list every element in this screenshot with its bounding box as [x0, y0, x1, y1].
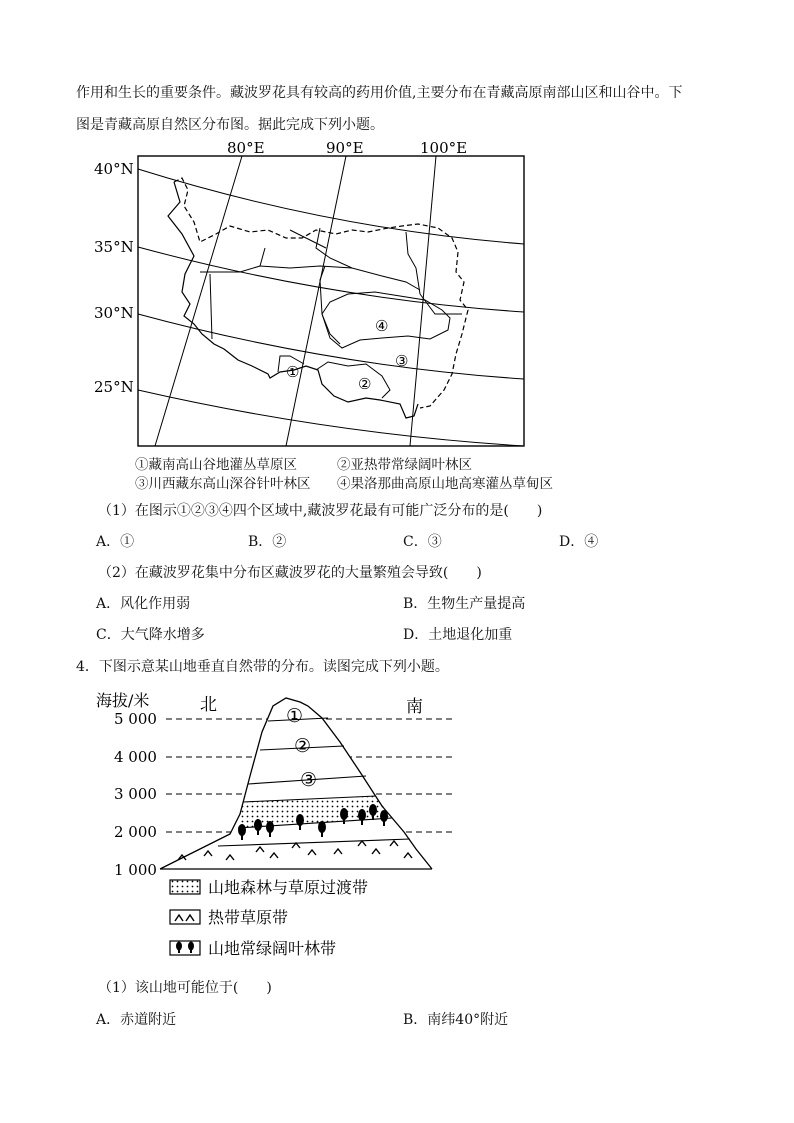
legend-swatch-transition — [170, 880, 200, 894]
region-divisions — [200, 228, 462, 398]
elev-label-1000: 1 000 — [114, 861, 157, 879]
q1-option-c[interactable]: C．③ — [403, 534, 442, 550]
map-legend-4: ④果洛那曲高原山地高寒灌丛草甸区 — [337, 476, 553, 492]
q1-option-d[interactable]: D．④ — [559, 534, 599, 550]
region-marker-1: ① — [286, 363, 300, 381]
lon-line-80 — [155, 156, 242, 446]
lon-label-100: 100°E — [420, 139, 468, 157]
tibet-plateau-map — [90, 134, 540, 460]
q3-stem: （1）该山地可能位于( ) — [98, 980, 272, 996]
intro-line-1: 作用和生长的重要条件。藏波罗花具有较高的药用价值,主要分布在青藏高原南部山区和山谷中。下 — [76, 85, 683, 101]
q3-option-b[interactable]: B．南纬40°附近 — [403, 1012, 509, 1028]
axis-label: 海拔/米 — [96, 691, 150, 710]
zone-marker-3: ③ — [300, 769, 318, 791]
lat-label-30: 30°N — [94, 304, 134, 322]
region-marker-2: ② — [358, 375, 372, 393]
zone-marker-1: ① — [286, 705, 304, 727]
lat-label-40: 40°N — [94, 160, 134, 178]
q1-option-a[interactable]: A．① — [96, 534, 135, 550]
elev-label-2000: 2 000 — [114, 823, 157, 841]
label-north: 北 — [200, 695, 217, 715]
lat-line-25 — [138, 390, 524, 446]
q2-stem: （2）在藏波罗花集中分布区藏波罗花的大量繁殖会导致( ) — [98, 565, 482, 581]
section4-title: 4．下图示意某山地垂直自然带的分布。读图完成下列小题。 — [76, 659, 449, 675]
q2-option-d[interactable]: D．土地退化加重 — [403, 627, 513, 643]
q1-stem: （1）在图示①②③④四个区域中,藏波罗花最有可能广泛分布的是( ) — [98, 503, 543, 519]
q2-option-b[interactable]: B．生物生产量提高 — [403, 596, 526, 612]
plateau-boundary — [168, 182, 418, 418]
map-legend-2: ②亚热带常绿阔叶林区 — [337, 457, 472, 473]
map-legend-3: ③川西藏东高山深谷针叶林区 — [135, 476, 311, 492]
legend-forest: 山地常绿阔叶林带 — [208, 939, 337, 958]
lat-label-25: 25°N — [94, 378, 134, 396]
legend-savanna: 热带草原带 — [208, 908, 289, 927]
region-marker-4: ④ — [375, 317, 389, 335]
legend-swatch-savanna — [170, 910, 200, 924]
region-marker-3: ③ — [395, 352, 409, 370]
legend-swatch-forest — [170, 941, 200, 955]
lon-line-90 — [286, 156, 346, 446]
q2-option-c[interactable]: C．大气降水增多 — [96, 627, 205, 643]
label-south: 南 — [406, 697, 423, 717]
lon-label-90: 90°E — [326, 139, 364, 157]
lat-line-35 — [138, 247, 524, 312]
legend-transition: 山地森林与草原过渡带 — [208, 878, 369, 897]
zone-marker-2: ② — [294, 735, 312, 757]
elev-label-4000: 4 000 — [114, 748, 157, 766]
q3-option-a[interactable]: A．赤道附近 — [96, 1012, 177, 1028]
mountain-zones-diagram — [90, 684, 490, 964]
elev-label-3000: 3 000 — [114, 785, 157, 803]
map-legend-1: ①藏南高山谷地灌丛草原区 — [135, 457, 297, 473]
intro-line-2: 图是青藏高原自然区分布图。据此完成下列小题。 — [76, 117, 384, 133]
lat-label-35: 35°N — [94, 238, 134, 256]
elev-label-5000: 5 000 — [114, 710, 157, 728]
lat-line-30 — [138, 314, 524, 379]
q1-option-b[interactable]: B．② — [248, 534, 287, 550]
lon-label-80: 80°E — [227, 139, 265, 157]
q2-option-a[interactable]: A．风化作用弱 — [96, 596, 191, 612]
